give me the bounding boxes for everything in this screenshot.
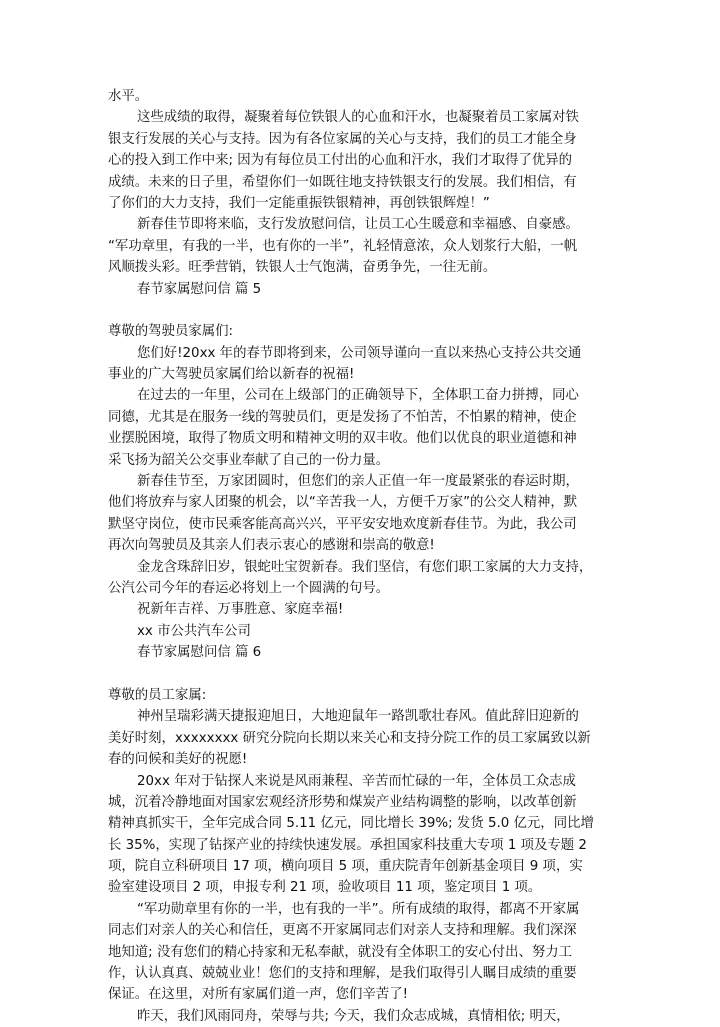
- text-line: 尊敬的员工家属:: [108, 687, 207, 703]
- paragraph: [108, 771, 624, 899]
- text-line: 成绩。未来的日子里，希望你们一如既往地支持铁银支行的发展。我们相信，有: [108, 174, 577, 190]
- section-heading: [108, 642, 624, 663]
- text-line: 祝新年吉祥、万事胜意、家庭幸福!: [137, 602, 344, 618]
- text-line: 心的投入到工作中来; 因为有每位员工付出的心血和汗水，我们才取得了优异的: [108, 153, 573, 169]
- paragraph: [108, 321, 624, 342]
- text-line: 春节家属慰问信 篇 6: [137, 645, 262, 661]
- text-line: 这些成绩的取得，凝聚着每位铁银人的心血和汗水，也凝聚着员工家属对铁: [137, 110, 579, 126]
- paragraph: [108, 685, 624, 706]
- paragraph-gap: [108, 664, 624, 685]
- text-line: 事业的广大驾驶员家属们给以新春的祝福!: [108, 367, 355, 383]
- text-line: 神州呈瑞彩满天捷报迎旭日，大地迎鼠年一路凯歌壮春风。值此辞旧迎新的: [137, 709, 579, 725]
- text-line: 春的问候和美好的祝愿!: [108, 752, 248, 768]
- paragraph: [108, 385, 624, 471]
- text-line: 再次向驾驶员及其亲人们表示衷心的感谢和崇高的敬意!: [108, 538, 435, 554]
- text-line: 默坚守岗位，使市民乘客能高高兴兴，平平安安地欢度新春佳节。为此，我公司: [108, 516, 577, 532]
- paragraph: [108, 214, 624, 278]
- paragraph: [108, 557, 624, 600]
- paragraph: [108, 706, 624, 770]
- text-line: 了你们的大力支持，我们一定能重振铁银精神，再创铁银辉煌！”: [108, 195, 490, 211]
- paragraph: [108, 599, 624, 620]
- text-line: 采飞扬为韶关公交事业奉献了自己的一份力量。: [108, 452, 390, 468]
- text-line: “军功章里，有我的一半，也有你的一半”，礼轻情意浓，众人划浆行大船，一帆: [108, 238, 578, 254]
- text-line: 公汽公司今年的春运必将划上一个圆满的句号。: [108, 580, 390, 596]
- text-line: 春节家属慰问信 篇 5: [137, 281, 262, 297]
- text-line: 水平。: [108, 89, 149, 104]
- text-line: 银支行发展的关心与支持。因为有各位家属的关心与支持，我们的员工才能全身: [108, 131, 577, 147]
- text-line: 美好时刻，xxxxxxxx 研究分院向长期以来关心和支持分院工作的员工家属致以新: [108, 730, 591, 746]
- text-line: 您们好!20xx 年的春节即将到来，公司领导谨向一直以来热心支持公共交通: [137, 345, 582, 361]
- text-line: 城，沉着冷静地面对国家宏观经济形势和煤炭产业结构调整的影响，以改革创新: [108, 794, 577, 810]
- text-line: 地知道; 没有您们的精心持家和无私奉献，就没有全体职工的安心付出、努力工: [108, 944, 573, 960]
- paragraph: [108, 899, 624, 1006]
- text-line: 风顺拨头彩。旺季营销，铁银人士气饱满，奋勇争先，一往无前。: [108, 260, 497, 276]
- text-line: “军功勋章里有你的一半，也有我的一半”。所有成绩的取得，都离不开家属: [137, 901, 580, 917]
- text-line: 他们将放弃与家人团聚的机会，以“辛苦我一人，方便千万家”的公交人精神，默: [108, 495, 578, 511]
- text-line: 昨天，我们风雨同舟，荣辱与共; 今天，我们众志成城，真情相依; 明天，: [137, 1008, 570, 1024]
- text-line: 保证。在这里，对所有家属们道一声，您们辛苦了!: [108, 987, 408, 1003]
- text-line: 长 35%，实现了钻探产业的持续快速发展。承担国家科技重大专项 1 项及专题 2: [108, 837, 587, 853]
- text-line: 业摆脱困境，取得了物质文明和精神文明的双丰收。他们以优良的职业道德和神: [108, 431, 577, 447]
- text-line: 新春佳节至，万家团圆时，但您们的亲人正值一年一度最紧张的春运时期，: [137, 474, 579, 490]
- paragraph: [108, 107, 624, 214]
- text-line: 在过去的一年里，公司在上级部门的正确领导下，全体职工奋力拼搏，同心: [137, 388, 579, 404]
- paragraph: [108, 343, 624, 386]
- section-heading: [108, 279, 624, 300]
- text-line: 同志们对亲人的关心和信任，更离不开家属同志们对亲人支持和理解。我们深深: [108, 923, 577, 939]
- text-line: 同德，尤其是在服务一线的驾驶员们，更是发扬了不怕苦，不怕累的精神，使企: [108, 409, 577, 425]
- text-line: 金龙含珠辞旧岁，银蛇吐宝贺新春。我们坚信，有您们职工家属的大力支持，: [137, 559, 593, 575]
- text-line: 20xx 年对于钻探人来说是风雨兼程、辛苦而忙碌的一年，全体员工众志成: [137, 773, 576, 789]
- text-line: 新春佳节即将来临，支行发放慰问信，让员工心生暖意和幸福感、自豪感。: [137, 217, 579, 233]
- text-line: 尊敬的驾驶员家属们:: [108, 324, 234, 340]
- paragraph: [108, 621, 624, 642]
- paragraph: [108, 1006, 624, 1027]
- text-line: 验室建设项目 2 项，申报专利 21 项，验收项目 11 项，鉴定项目 1 项。: [108, 880, 542, 896]
- paragraph: [108, 86, 624, 107]
- text-line: 精神真抓实干，全年完成合同 5.11 亿元，同比增长 39%; 发货 5.0 亿元，同比增: [108, 816, 594, 832]
- text-line: 项，院自立科研项目 17 项，横向项目 5 项，重庆院青年创新基金项目 9 项，实: [108, 859, 583, 875]
- paragraph: [108, 471, 624, 557]
- text-line: xx 市公共汽车公司: [137, 623, 251, 639]
- text-line: 作，认认真真、兢兢业业！您们的支持和理解，是我们取得引人瞩目成绩的重要: [108, 966, 577, 982]
- paragraph-gap: [108, 300, 624, 321]
